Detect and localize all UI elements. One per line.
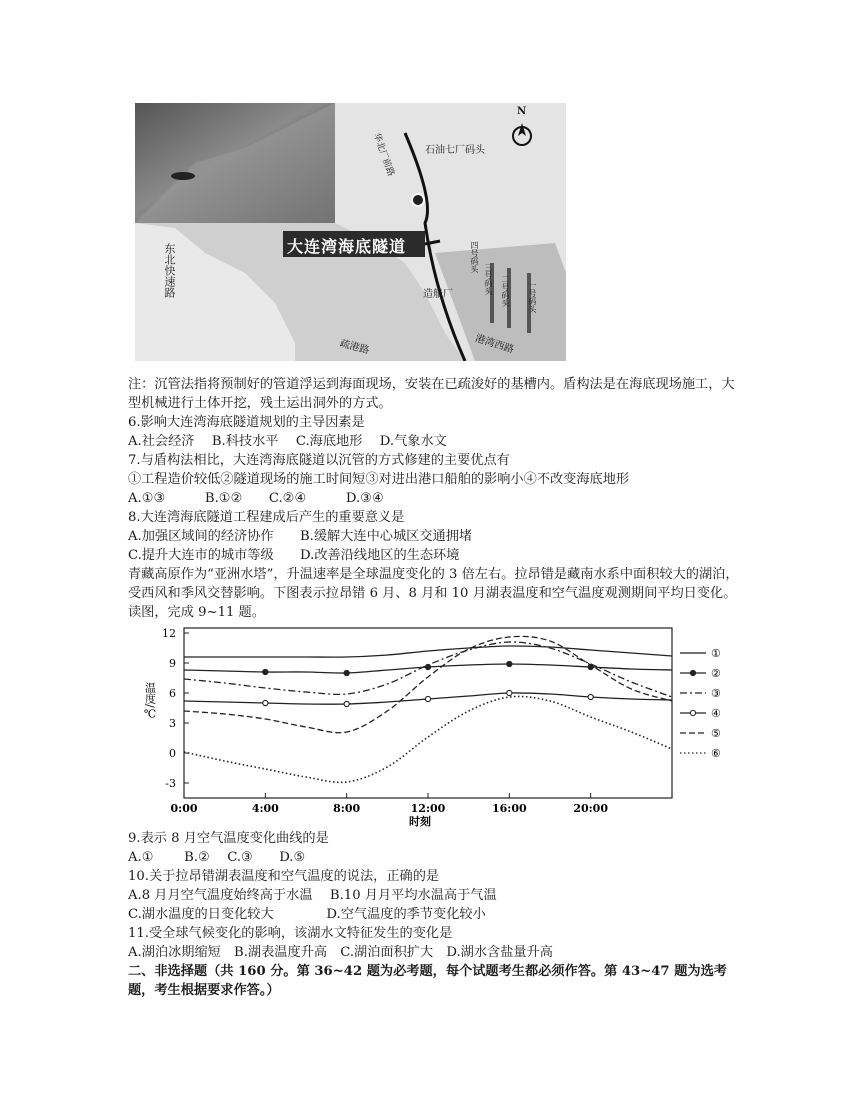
map-label-road-top: 华北厂前路	[370, 132, 396, 178]
map-label-pier3: 三号码头	[484, 263, 493, 295]
series-line-1	[184, 646, 672, 657]
series-point-4	[588, 694, 593, 699]
x-tick-label: 4:00	[251, 802, 279, 815]
question-8: 8.大连湾海底隧道工程建成后产生的重要意义是	[128, 510, 405, 525]
note-paragraph: 注：沉管法指将预制好的管道浮运到海面现场，安装在已疏浚好的基槽内。盾构法是在海底现场施工，大型机械进行土体开挖，残土运出洞外的方式。	[128, 377, 735, 412]
map-label-gangwan: 港湾西路	[473, 332, 516, 356]
map-label-pier2: 二号码头	[501, 275, 510, 307]
question-9-options: A.① B.② C.③ D.⑤	[128, 850, 306, 865]
map-label-pier1: 一号码头	[528, 281, 537, 313]
temperature-chart-svg	[128, 622, 728, 828]
tunnel-map-figure	[135, 103, 566, 361]
series-point-4	[507, 690, 512, 695]
question-7-options: A.①③ B.①② C.②④ D.③④	[128, 491, 384, 506]
temperature-chart	[128, 622, 728, 828]
y-axis-label: 温度/℃	[143, 682, 157, 721]
question-6-options: A.社会经济 B.科技水平 C.海底地形 D.气象水文	[128, 434, 447, 449]
legend-marker	[690, 710, 695, 715]
legend-label: ②	[711, 667, 721, 680]
series-point-2	[507, 661, 512, 666]
question-10-options-ab: A.8 月月空气温度始终高于水温 B.10 月月平均水温高于气温	[128, 888, 497, 903]
intro-paragraph: 青藏高原作为“亚洲水塔”，升温速率是全球温度变化的 3 倍左右。拉昂错是藏南水系中面积较大的湖泊，受西风和季风交替影响。下图表示拉昂错 6 月、8 月和 10 月湖表温度和空气温度观测期间平均日变化。读图，完成 9~11 题。	[128, 567, 739, 621]
map-label-pier4: 四号码头	[470, 241, 479, 273]
series-point-2	[344, 670, 349, 675]
y-tick-label: 3	[169, 717, 176, 730]
series-point-2	[263, 669, 268, 674]
y-tick-label: 12	[162, 627, 176, 640]
question-11: 11.受全球气候变化的影响，该湖水文特征发生的变化是	[128, 926, 453, 941]
map-label-shihua: 石油七厂码头	[425, 145, 485, 156]
north-label: N	[517, 106, 527, 117]
series-point-4	[263, 700, 268, 705]
x-tick-label: 0:00	[170, 802, 198, 815]
series-point-4	[425, 696, 430, 701]
legend-label: ⑥	[711, 747, 721, 760]
question-11-options: A.湖泊冰期缩短 B.湖表温度升高 C.湖泊面积扩大 D.湖水含盐量升高	[128, 945, 553, 960]
question-6: 6.影响大连湾海底隧道规划的主导因素是	[128, 415, 365, 430]
legend-label: ③	[711, 687, 721, 700]
tunnel-label: 大连湾海底隧道	[287, 237, 407, 256]
x-axis-label: 时刻	[409, 815, 431, 828]
legend-marker	[690, 670, 695, 675]
question-8-options-cd: C.提升大连市的城市等级 D.改善沿线地区的生态环境	[128, 548, 460, 563]
question-10-options-cd: C.湖水温度的日变化较大 D.空气温度的季节变化较小	[128, 907, 486, 922]
y-tick-label: 0	[169, 747, 176, 760]
series-point-4	[344, 701, 349, 706]
x-tick-label: 16:00	[491, 802, 527, 815]
question-7: 7.与盾构法相比，大连湾海底隧道以沉管的方式修建的主要优点有	[128, 453, 510, 468]
y-tick-label: 9	[169, 657, 176, 670]
question-8-options-ab: A.加强区域间的经济协作 B.缓解大连中心城区交通拥堵	[128, 529, 473, 544]
legend-label: ⑤	[711, 727, 721, 740]
y-tick-label: 6	[169, 687, 176, 700]
map-label-dongbei: 东北快速路	[163, 243, 176, 298]
series-line-6	[184, 696, 672, 782]
question-7-statements: ①工程造价较低②隧道现场的施工时间短③对进出港口船舶的影响小④不改变海底地形	[128, 472, 630, 487]
y-tick-label: -3	[165, 777, 176, 790]
map-label-shugang: 疏港路	[338, 338, 371, 357]
x-tick-label: 12:00	[410, 802, 446, 815]
question-10: 10.关于拉昂错湖表温度和空气温度的说法，正确的是	[128, 869, 440, 884]
plot-frame	[184, 628, 672, 798]
section-title: 二、非选择题（共 160 分。第 36~42 题为必考题，每个试题考生都必须作答。第 43~47 题为选考题，考生根据要求作答。）	[128, 964, 727, 999]
map-label-shipyard: 造船厂	[423, 289, 453, 300]
x-tick-label: 8:00	[333, 802, 361, 815]
legend-label: ①	[711, 647, 721, 660]
legend-label: ④	[711, 707, 721, 720]
question-9: 9.表示 8 月空气温度变化曲线的是	[128, 831, 329, 846]
x-tick-label: 20:00	[573, 802, 609, 815]
